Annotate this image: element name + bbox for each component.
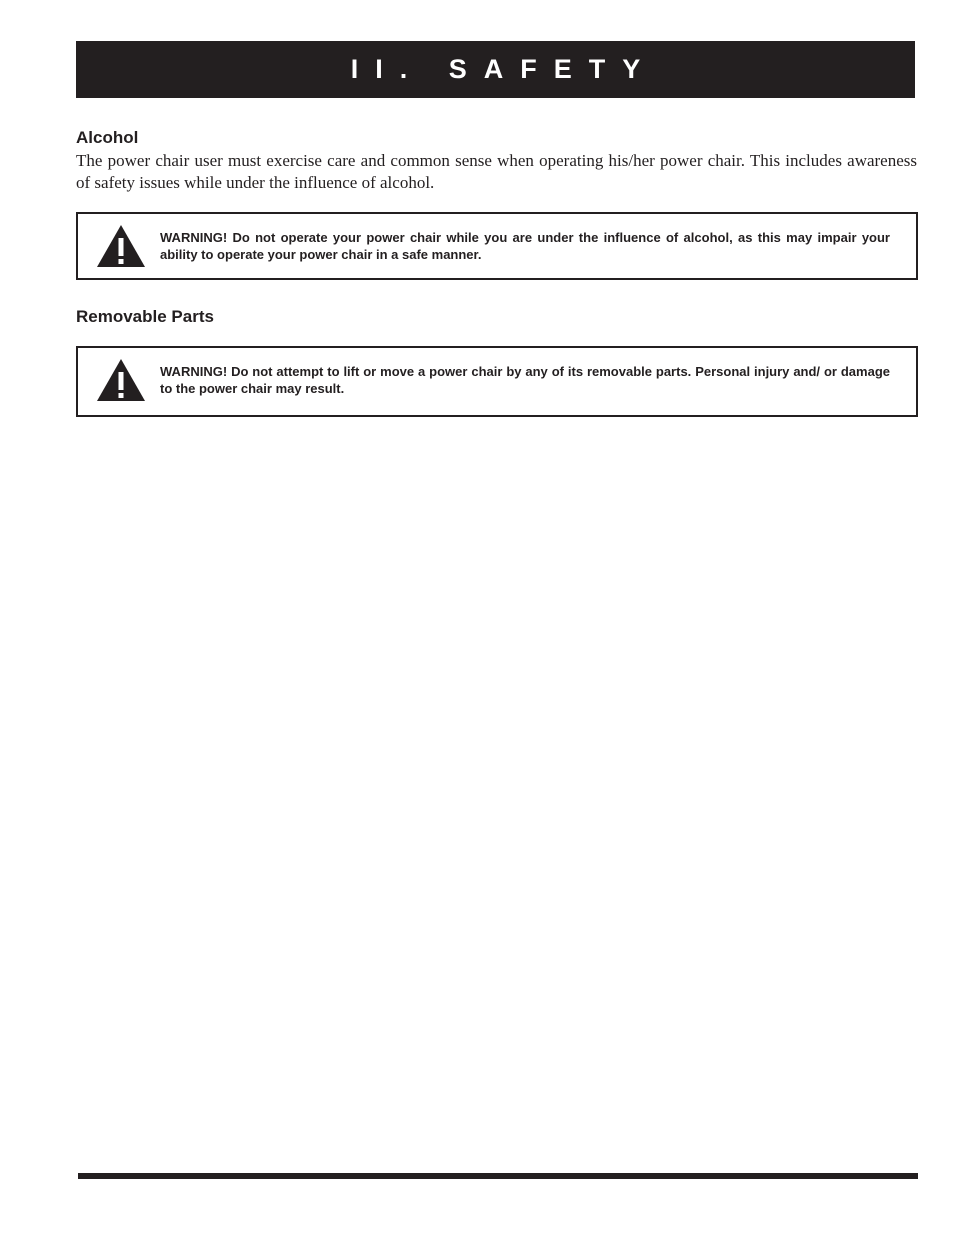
warning-box-alcohol	[76, 212, 918, 280]
warning-triangle-icon	[96, 224, 146, 268]
alcohol-paragraph: The power chair user must exercise care and common sense when operating his/her power chair. This includes awareness of safety issues while under the influence of alcohol.	[76, 151, 917, 192]
section-title: II. SAFETY	[350, 54, 658, 84]
warning-box-removable-parts	[76, 346, 918, 417]
heading-removable-parts: Removable Parts	[76, 307, 214, 326]
warning-text-alcohol: WARNING! Do not operate your power chair while you are under the influence of alcohol, as this may impair your ability to operate your power chair in a safe manner.	[160, 230, 890, 262]
section-header-bar	[76, 41, 915, 98]
warning-text-removable-parts: WARNING! Do not attempt to lift or move a power chair by any of its removable parts. Personal injury and/ or damage to the power chair may result.	[160, 364, 890, 396]
warning-triangle-icon	[96, 358, 146, 402]
footer-rule	[78, 1173, 918, 1179]
heading-alcohol: Alcohol	[76, 128, 139, 147]
